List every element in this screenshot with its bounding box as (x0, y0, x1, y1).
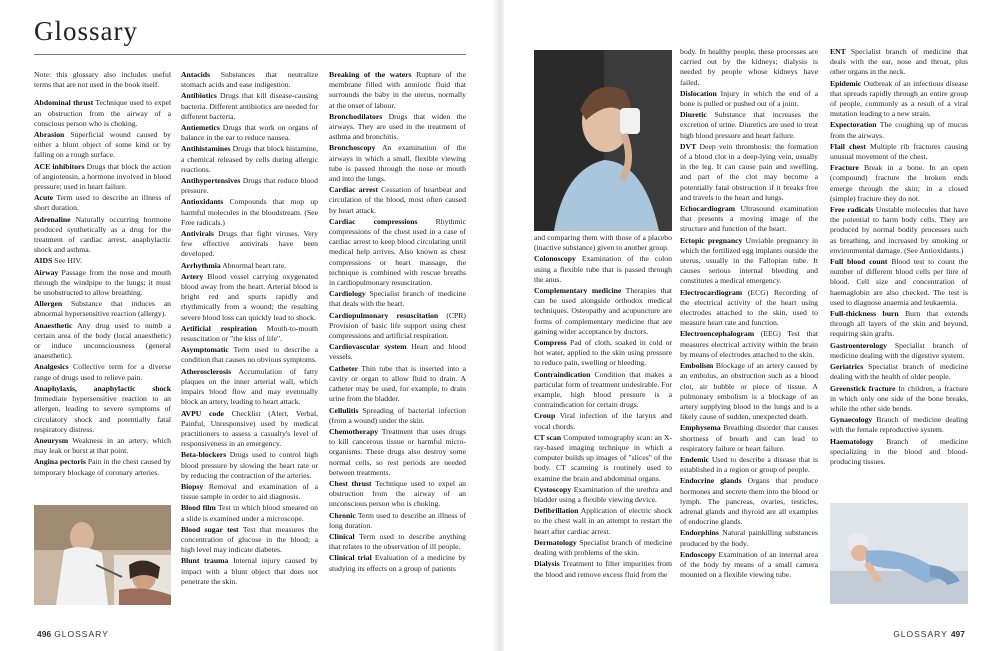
glossary-term: Endorphins (680, 528, 719, 538)
glossary-definition: Term used to describe anything that relates to the observation of ill people. (329, 531, 466, 552)
glossary-term: Angina pectoris (34, 457, 86, 467)
glossary-term: Cardiovascular system (329, 342, 407, 352)
glossary-term: Endemic (680, 454, 710, 464)
glossary-definition: Natural painkilling substances produced by the body. (680, 528, 818, 548)
glossary-term: Blood film (181, 503, 216, 513)
glossary-entry (830, 415, 968, 435)
glossary-entry (329, 406, 466, 426)
glossary-definition: Pad of cloth, soaked in cold or hot water, applied to the skin using pressure to reduce pain, swelling or bleeding. (534, 338, 672, 368)
glossary-entry (181, 482, 318, 502)
glossary-entry (181, 324, 318, 344)
glossary-entry (680, 528, 818, 548)
glossary-term: Defibrillation (534, 506, 579, 516)
glossary-entry (181, 197, 318, 228)
glossary-term: Electrocardiogram (680, 287, 743, 297)
glossary-definition: Term used to describe an illness of short duration. (34, 193, 171, 213)
glossary-entry (830, 309, 968, 340)
glossary-term: Bronchoscopy (329, 143, 376, 153)
glossary-entry (329, 185, 466, 216)
page-number-right: 497 (950, 629, 965, 639)
glossary-term: Greenstick fracture (830, 383, 896, 393)
glossary-entry (181, 525, 318, 556)
glossary-entry (534, 411, 672, 431)
glossary-definition: Thin tube that is inserted into a cavity or organ to allow fluid to drain. A catheter may be used, for example, to drain urine from the bladder. (329, 363, 466, 404)
glossary-entry (680, 89, 818, 109)
glossary-column-4 (534, 233, 672, 609)
glossary-entry (34, 268, 171, 299)
glossary-definition: Specialist branch of medicine that deals with the heart. (329, 289, 466, 309)
glossary-note: Note: this glossary also includes useful terms that are not used in the book itself. (34, 70, 171, 90)
glossary-definition: Internal injury caused by impact with a blunt object that does not penetrate the skin. (181, 556, 318, 586)
glossary-term: Cardiology (329, 289, 366, 299)
glossary-term: AIDS (34, 256, 53, 266)
glossary-definition: Removal and examination of a tissue sample in order to aid diagnosis. (181, 481, 318, 502)
glossary-entry (680, 423, 818, 454)
glossary-term: Cardiac arrest (329, 185, 379, 195)
glossary-term: Compress (534, 338, 567, 348)
glossary-entry (534, 559, 672, 579)
glossary-definition: Blockage of an artery caused by an embolus, an obstruction such as a blood clot, air bubble or piece of tissue. A pulmonary embolism is a blockage of an artery supplying blood to the lungs and is a likely cause of sudden, unexpected death. (680, 361, 818, 422)
glossary-entry (181, 409, 318, 450)
glossary-definition: (CPR) Provision of basic life support using chest compressions and artificial respiration. (329, 310, 466, 341)
glossary-definition: Drugs that block histamine, a chemical released by cells during allergic reactions. (181, 144, 318, 174)
glossary-entry (329, 143, 466, 184)
glossary-definition: Drugs that fight viruses. Very few effective antivirals have been developed. (181, 229, 318, 259)
glossary-entry (181, 176, 318, 196)
running-head-left: GLOSSARY (54, 629, 109, 639)
glossary-definition: Term used to describe an illness of long duration. (329, 510, 466, 530)
glossary-definition: Used to describe a disease that is established in a region or group of people. (680, 454, 818, 475)
glossary-entry (181, 91, 318, 122)
glossary-entry (329, 532, 466, 552)
glossary-definition: Rupture of the membrane filled with amniotic fluid that surrounds the baby in the uterus, normally at the onset of labour. (329, 70, 466, 110)
glossary-term: Electroencephalogram (680, 329, 755, 339)
glossary-term: CT scan (534, 432, 562, 442)
glossary-definition: Cessation of heartbeat and circulation of the blood, most often caused by heart attack. (329, 185, 466, 215)
glossary-term: Complementary medicine (534, 286, 622, 296)
glossary-term: Airway (34, 267, 59, 277)
glossary-term: Flail chest (830, 141, 866, 151)
glossary-entry (680, 142, 818, 203)
glossary-column-5 (680, 47, 818, 610)
glossary-definition: Mouth-to-mouth resuscitation or "the kiss of life". (181, 323, 318, 344)
glossary-term: Full blood count (830, 257, 888, 267)
glossary-definition: Weakness in an artery, which may leak or burst at that point. (34, 435, 171, 456)
glossary-definition: Technique used to expel an obstruction from the airway of a conscious person who is choking. (34, 98, 171, 128)
glossary-entry (34, 215, 171, 256)
glossary-term: Breaking of the waters (329, 70, 412, 79)
glossary-definition: Specialist branch of medicine dealing with the digestive system. (830, 340, 968, 360)
glossary-column-3 (329, 70, 466, 610)
glossary-term: Clinical (329, 531, 355, 541)
glossary-definition: (EEG) Test that measures electrical activity within the brain by means of electrodes attached to the skin. (680, 329, 818, 359)
glossary-term: AVPU code (181, 408, 224, 418)
glossary-entry (181, 367, 318, 408)
glossary-term: Expectoration (830, 120, 877, 130)
glossary-term: Endocrine glands (680, 476, 742, 486)
glossary-entry (34, 162, 171, 193)
glossary-term: Antihypertensives (181, 176, 241, 186)
glossary-entry (534, 233, 672, 253)
glossary-definition: Test in which blood smeared on a slide is examined under a microscope. (181, 503, 318, 523)
glossary-entry (34, 384, 171, 435)
glossary-term: Gastroenterology (830, 340, 887, 350)
exercise-stretch-photo (830, 503, 968, 604)
glossary-entry (534, 286, 672, 337)
glossary-definition: Superficial wound caused by either a blunt object of some kind or by falling on a rough surface. (34, 130, 171, 160)
glossary-term: Cardiac compressions (329, 216, 418, 226)
glossary-entry (680, 329, 818, 360)
glossary-definition: Treatment to filter impurities from the blood and remove excess fluid from the (534, 559, 672, 579)
glossary-definition: Examination of the urethra and bladder using a flexible viewing device. (534, 484, 672, 505)
glossary-definition: Spreading of bacterial infection (from a wound) under the skin. (329, 405, 466, 425)
glossary-term: Anaesthetic (34, 320, 73, 330)
glossary-definition: Term used to describe a condition that causes no obvious symptoms. (181, 345, 318, 365)
glossary-term: Biopsy (181, 481, 204, 491)
glossary-term: Epidemic (830, 78, 862, 88)
glossary-definition: Ultrasound examination that presents a moving image of the structure and function of the heart. (680, 204, 818, 234)
glossary-term: Allergen (34, 299, 63, 309)
right-page (504, 0, 1000, 651)
glossary-entry (680, 550, 818, 581)
glossary-term: Analgesics (34, 362, 69, 372)
glossary-definition: Unviable pregnancy in which the fertilized egg implants outside the uterus, usually in the Fallopian tube. It causes serious internal bleeding and constitutes a medical emergency. (680, 235, 818, 286)
glossary-definition: Injury in which the end of a bone is pulled or pushed out of a joint. (680, 88, 818, 109)
glossary-term: ENT (830, 47, 846, 56)
glossary-definition: Treatment that uses drugs to kill cancerous tissue or harmful micro-organisms. These drugs also destroy some normal cells, so rest periods are needed between treatments. (329, 426, 466, 477)
glossary-term: Abrasion (34, 130, 65, 140)
doctor-patient-photo (34, 505, 171, 605)
glossary-entry (830, 384, 968, 415)
glossary-definition: Outbreak of an infectious disease that spreads rapidly through an entire group of people, commonly as a result of a viral mutation leading to a new strain. (830, 78, 968, 119)
glossary-definition: Test that measures the concentration of glucose in the blood; a high level may indicate diabetes. (181, 524, 318, 555)
glossary-term: Embolism (680, 361, 714, 371)
glossary-definition: Specialist branch of medicine that deals with the ear, nose and throat, plus other organs in the neck. (830, 47, 968, 77)
glossary-entry (534, 538, 672, 558)
glossary-entry (830, 120, 968, 140)
glossary-entry (34, 457, 171, 477)
glossary-definition: Compounds that mop up harmful molecules in the bloodstream. (See Free radicals.) (181, 197, 318, 227)
glossary-entry (329, 311, 466, 342)
glossary-term: Chemotherapy (329, 426, 379, 436)
glossary-definition: Blood vessel carrying oxygenated blood away from the heart. Arterial blood is bright red and spurts rapidly and rhythmically from a wound; the resulting severe blood loss can quickly lead to shock. (181, 271, 318, 322)
glossary-entry (830, 79, 968, 120)
glossary-entry (329, 112, 466, 143)
glossary-term: Cardiopulmonary resuscitation (329, 310, 439, 320)
glossary-term: Echocardiogram (680, 204, 736, 214)
glossary-entry (181, 229, 318, 260)
glossary-term: Antivirals (181, 229, 214, 239)
glossary-definition: The coughing up of mucus from the airways. (830, 120, 968, 140)
glossary-definition: Branch of medicine specializing in the blood and blood-producing tissues. (830, 436, 968, 466)
glossary-definition: In children, a fracture in which only one side of the bone breaks, while the other side bends. (830, 383, 968, 413)
folio-right (893, 629, 968, 639)
title-rule (34, 54, 466, 55)
glossary-definition: and comparing them with those of a placebo (inactive substance) given to another group. (534, 233, 672, 253)
glossary-definition: Drugs that block the action of angiotensin, a hormone involved in blood pressure; used in heart failure. (34, 161, 171, 192)
glossary-term: Chest thrust (329, 478, 372, 488)
glossary-entry (329, 217, 466, 288)
glossary-definition: Blood test to count the number of different blood cells per litre of blood. Cell size and concentration of haemaglobin are also checked. The test is used to diagnose anaemia and leukaemia. (830, 257, 968, 307)
glossary-definition: Substance that induces an abnormal hypersensitive reaction (allergy). (34, 299, 171, 319)
glossary-term: Asymptomatic (181, 345, 229, 355)
glossary-term: Antiemetics (181, 123, 220, 133)
glossary-column-2 (181, 70, 318, 610)
glossary-term: Antibiotics (181, 91, 217, 101)
glossary-definition: Viral infection of the larynx and vocal chords. (534, 411, 672, 431)
glossary-entry (680, 361, 818, 422)
glossary-entry (534, 506, 672, 537)
glossary-definition: Unstable molecules that have the potential to harm body cells. They are produced by normal bodily processes such as breathing, and increased by smoking or environmental damage. (See Antioxidants.) (830, 205, 968, 255)
glossary-term: Dialysis (534, 559, 560, 569)
glossary-entry (34, 130, 171, 161)
glossary-definition: Drugs used to control high blood pressure by slowing the heart rate or by reducing the contraction of the arteries. (181, 450, 318, 480)
glossary-term: Chronic (329, 510, 356, 520)
glossary-definition: Breathing disorder that causes shortness of breath and can lead to respiratory failure or heart failure. (680, 423, 818, 453)
glossary-entry (181, 556, 318, 587)
page-title: Glossary (34, 16, 138, 46)
glossary-definition: Substance that increases the excretion of urine. Diuretics are used to treat high blood pressure and heart failure. (680, 110, 818, 140)
glossary-definition: See HIV. (54, 256, 82, 266)
glossary-term: Dermatology (534, 537, 577, 547)
glossary-entry (830, 437, 968, 468)
glossary-term: Catheter (329, 363, 359, 373)
glossary-term: Fracture (830, 163, 859, 173)
glossary-entry (830, 47, 968, 78)
glossary-term: Abdominal thrust (34, 98, 94, 108)
glossary-entry (181, 272, 318, 323)
woman-ice-pack-photo (534, 50, 672, 231)
glossary-entry (534, 433, 672, 484)
glossary-term: Cellulitis (329, 405, 359, 415)
glossary-entry (830, 163, 968, 204)
glossary-entry (329, 479, 466, 510)
glossary-definition: Computed tomography scan: an X-ray-based imaging technique in which a computer builds up images of "slices" of the body. CT scanning is routinely used to examine the brain and abdominal organs. (534, 432, 672, 483)
glossary-entry (534, 254, 672, 285)
glossary-entry (34, 362, 171, 382)
glossary-definition: body. In healthy people, these processes are carried out by the kidneys; dialysis is needed by people whose kidneys have failed. (680, 47, 818, 87)
glossary-entry (534, 338, 672, 369)
glossary-term: Dislocation (680, 88, 717, 98)
glossary-definition: Drugs that reduce blood pressure. (181, 176, 318, 196)
glossary-term: Haematology (830, 436, 874, 446)
glossary-definition: Branch of medicine dealing with the female reproductive system. (830, 415, 968, 435)
glossary-entry (329, 342, 466, 362)
glossary-definition: Deep vein thrombosis: the formation of a blood clot in a deep-lying vein, usually in the leg. It can cause pain and swelling, and part of the clot may become a potentially fatal obstruction if it breaks free and travels to the heart and lungs. (680, 141, 818, 202)
glossary-entry (181, 261, 318, 271)
glossary-column-1 (34, 70, 171, 504)
glossary-entry (34, 256, 171, 266)
glossary-term: Antihistamines (181, 144, 231, 154)
glossary-term: Adrenaline (34, 214, 71, 224)
glossary-entry (181, 144, 318, 175)
glossary-term: Atherosclerosis (181, 366, 232, 376)
glossary-term: Diuretic (680, 110, 707, 120)
glossary-definition: Collective term for a diverse range of drugs used to relieve pain. (34, 362, 171, 382)
glossary-definition: Drugs that widen the airways. They are used in the treatment of asthma and bronchitis. (329, 111, 466, 142)
glossary-definition: Examination of the colon using a flexible tube that is passed through the anus. (534, 254, 672, 284)
glossary-entry (830, 257, 968, 308)
glossary-definition: Burn that extends through all layers of the skin and beyond, requiring skin grafts. (830, 309, 968, 339)
glossary-definition: Drugs that work on organs of balance in the ear to reduce nausea. (181, 123, 318, 143)
glossary-term: Endoscopy (680, 549, 716, 559)
glossary-term: Anaphylaxis, anaphylactic shock (34, 383, 171, 393)
glossary-entry (680, 47, 818, 88)
glossary-definition: Break in a bone. In an open (compound) fracture the broken ends emerge through the skin; in a closed (simple) fracture they do not. (830, 163, 968, 203)
glossary-term: ACE inhibitors (34, 161, 85, 171)
glossary-definition: Therapies that can be used alongside orthodox medical techniques. Osteopathy and acupuncture are forms of complementary medicine that are gaining wider acceptance by doctors. (534, 286, 672, 336)
glossary-definition: Specialist branch of medicine dealing with the health of older people. (830, 362, 968, 382)
glossary-definition: Checklist (Alert, Verbal, Painful, Unresponsive) used by medical practitioners to assess a casualty's level of responsiveness in an emergency. (181, 408, 318, 449)
glossary-entry (34, 321, 171, 362)
glossary-term: Antioxidants (181, 197, 224, 207)
glossary-definition: Drugs that kill disease-causing bacteria. Different antibiotics are needed for different bacteria. (181, 91, 318, 121)
glossary-entry (680, 236, 818, 287)
glossary-entry (830, 205, 968, 256)
glossary-entry (181, 123, 318, 143)
glossary-term: Arrhythmia (181, 260, 221, 270)
glossary-term: Ectopic pregnancy (680, 235, 743, 245)
glossary-entry (329, 427, 466, 478)
glossary-term: Croup (534, 411, 556, 421)
glossary-term: Bronchodilators (329, 111, 383, 121)
glossary-term: Antacids (181, 70, 211, 79)
glossary-definition: Organs that produce hormones and secrete them into the blood or lymph. The pancreas, ovaries, testicles, adrenal glands and thyroid are all examples of endocrine glands. (680, 476, 818, 527)
glossary-entry (34, 299, 171, 319)
glossary-definition: Substances that neutralize stomach acids and ease indigestion. (181, 70, 318, 90)
glossary-term: Artery (181, 271, 204, 281)
glossary-entry (830, 142, 968, 162)
glossary-definition: Rhythmic compressions of the chest used in a case of cardiac arrest to keep blood circulating until medical help arrives. Also known as chest compressions or heart massage, the technique is combined with rescue breaths in cardiopulmonary resuscitation. (329, 216, 466, 288)
glossary-term: Aneurysm (34, 435, 69, 445)
glossary-definition: Pain in the chest caused by temporary blockage of coronary arteries. (34, 457, 171, 477)
glossary-entry (34, 98, 171, 129)
glossary-definition: Abnormal heart rate. (222, 260, 287, 270)
glossary-term: Blunt trauma (181, 556, 229, 566)
glossary-definition: Specialist branch of medicine dealing with problems of the skin. (534, 537, 672, 558)
glossary-definition: Evaluation of a medicine by studying its effects on a group of patients (329, 553, 466, 573)
glossary-entry (680, 204, 818, 235)
glossary-term: Artificial respiration (181, 323, 257, 333)
glossary-entry (329, 70, 466, 111)
glossary-entry (181, 503, 318, 523)
glossary-term: Gynaecology (830, 415, 873, 425)
glossary-term: Beta-blockers (181, 450, 227, 460)
glossary-entry (329, 289, 466, 309)
glossary-definition: An examination of the airways in which a small, flexible viewing tube is passed through the nose or mouth and into the lungs. (329, 143, 466, 184)
glossary-entry (534, 485, 672, 505)
glossary-entry (830, 341, 968, 361)
glossary-entry (181, 345, 318, 365)
left-page (0, 0, 496, 651)
glossary-term: Full-thickness burn (830, 309, 899, 319)
glossary-definition: Heart and blood vessels. (329, 342, 466, 362)
glossary-definition: Accumulation of fatty plaques on the inner arterial wall, which impairs blood flow and may eventually block an artery, leading to heart attack. (181, 366, 318, 407)
glossary-definition: Condition that makes a particular form of treatment undesirable. For example, high blood pressure is a contraindication for certain drugs. (534, 369, 672, 410)
glossary-definition: Technique used to expel an obstruction from the airway of an unconscious person who is choking. (329, 478, 466, 509)
glossary-definition: Application of electric shock to the chest wall in an attempt to restart the heart after cardiac arrest. (534, 506, 672, 536)
glossary-entry (329, 553, 466, 573)
glossary-term: Cystoscopy (534, 484, 572, 494)
page-number-left: 496 (37, 629, 52, 639)
glossary-entry (181, 70, 318, 90)
glossary-definition: Multiple rib fractures causing unusual movement of the chest. (830, 141, 968, 162)
glossary-definition: Any drug used to numb a certain area of the body (local anaesthetic) or induce unconsciousness (general anaesthetic). (34, 320, 171, 361)
glossary-term: Geriatrics (830, 362, 864, 372)
glossary-term: Contraindication (534, 369, 591, 379)
glossary-entry (830, 362, 968, 382)
glossary-term: Colonoscopy (534, 254, 576, 264)
glossary-entry (680, 455, 818, 475)
glossary-entry (34, 436, 171, 456)
glossary-entry (181, 450, 318, 481)
glossary-definition: Examination of an internal area of the body by means of a small camera mounted on a flexible viewing tube. (680, 549, 818, 580)
glossary-column-6 (830, 47, 968, 499)
glossary-entry (329, 364, 466, 405)
glossary-term: DVT (680, 141, 697, 151)
glossary-entry (680, 288, 818, 329)
glossary-entry (534, 370, 672, 411)
glossary-entry (680, 110, 818, 141)
glossary-term: Emphysema (680, 423, 721, 433)
glossary-entry (34, 193, 171, 213)
glossary-definition: Immediate hypersensitive reaction to an allergen, leading to severe symptoms of circulatory shock and potentially fatal respiratory distress. (34, 394, 171, 434)
glossary-entry (329, 511, 466, 531)
glossary-entry (680, 476, 818, 527)
glossary-term: Free radicals (830, 205, 874, 215)
folio-left (34, 629, 109, 639)
glossary-term: Blood sugar test (181, 524, 239, 534)
glossary-term: Clinical trial (329, 553, 372, 563)
running-head-right: GLOSSARY (893, 629, 948, 639)
glossary-definition: (ECG) Recording of the electrical activity of the heart using electrodes attached to the skin, used to measure heart rate and function. (680, 287, 818, 328)
glossary-definition: Passage from the nose and mouth through the windpipe to the lungs; it must be unobstructed to allow breathing. (34, 267, 171, 298)
glossary-definition: Naturally occurring hormone produced synthetically as a drug for the treatment of cardiac arrest, anaphylactic shock and asthma. (34, 214, 171, 255)
glossary-term: Acute (34, 193, 54, 203)
